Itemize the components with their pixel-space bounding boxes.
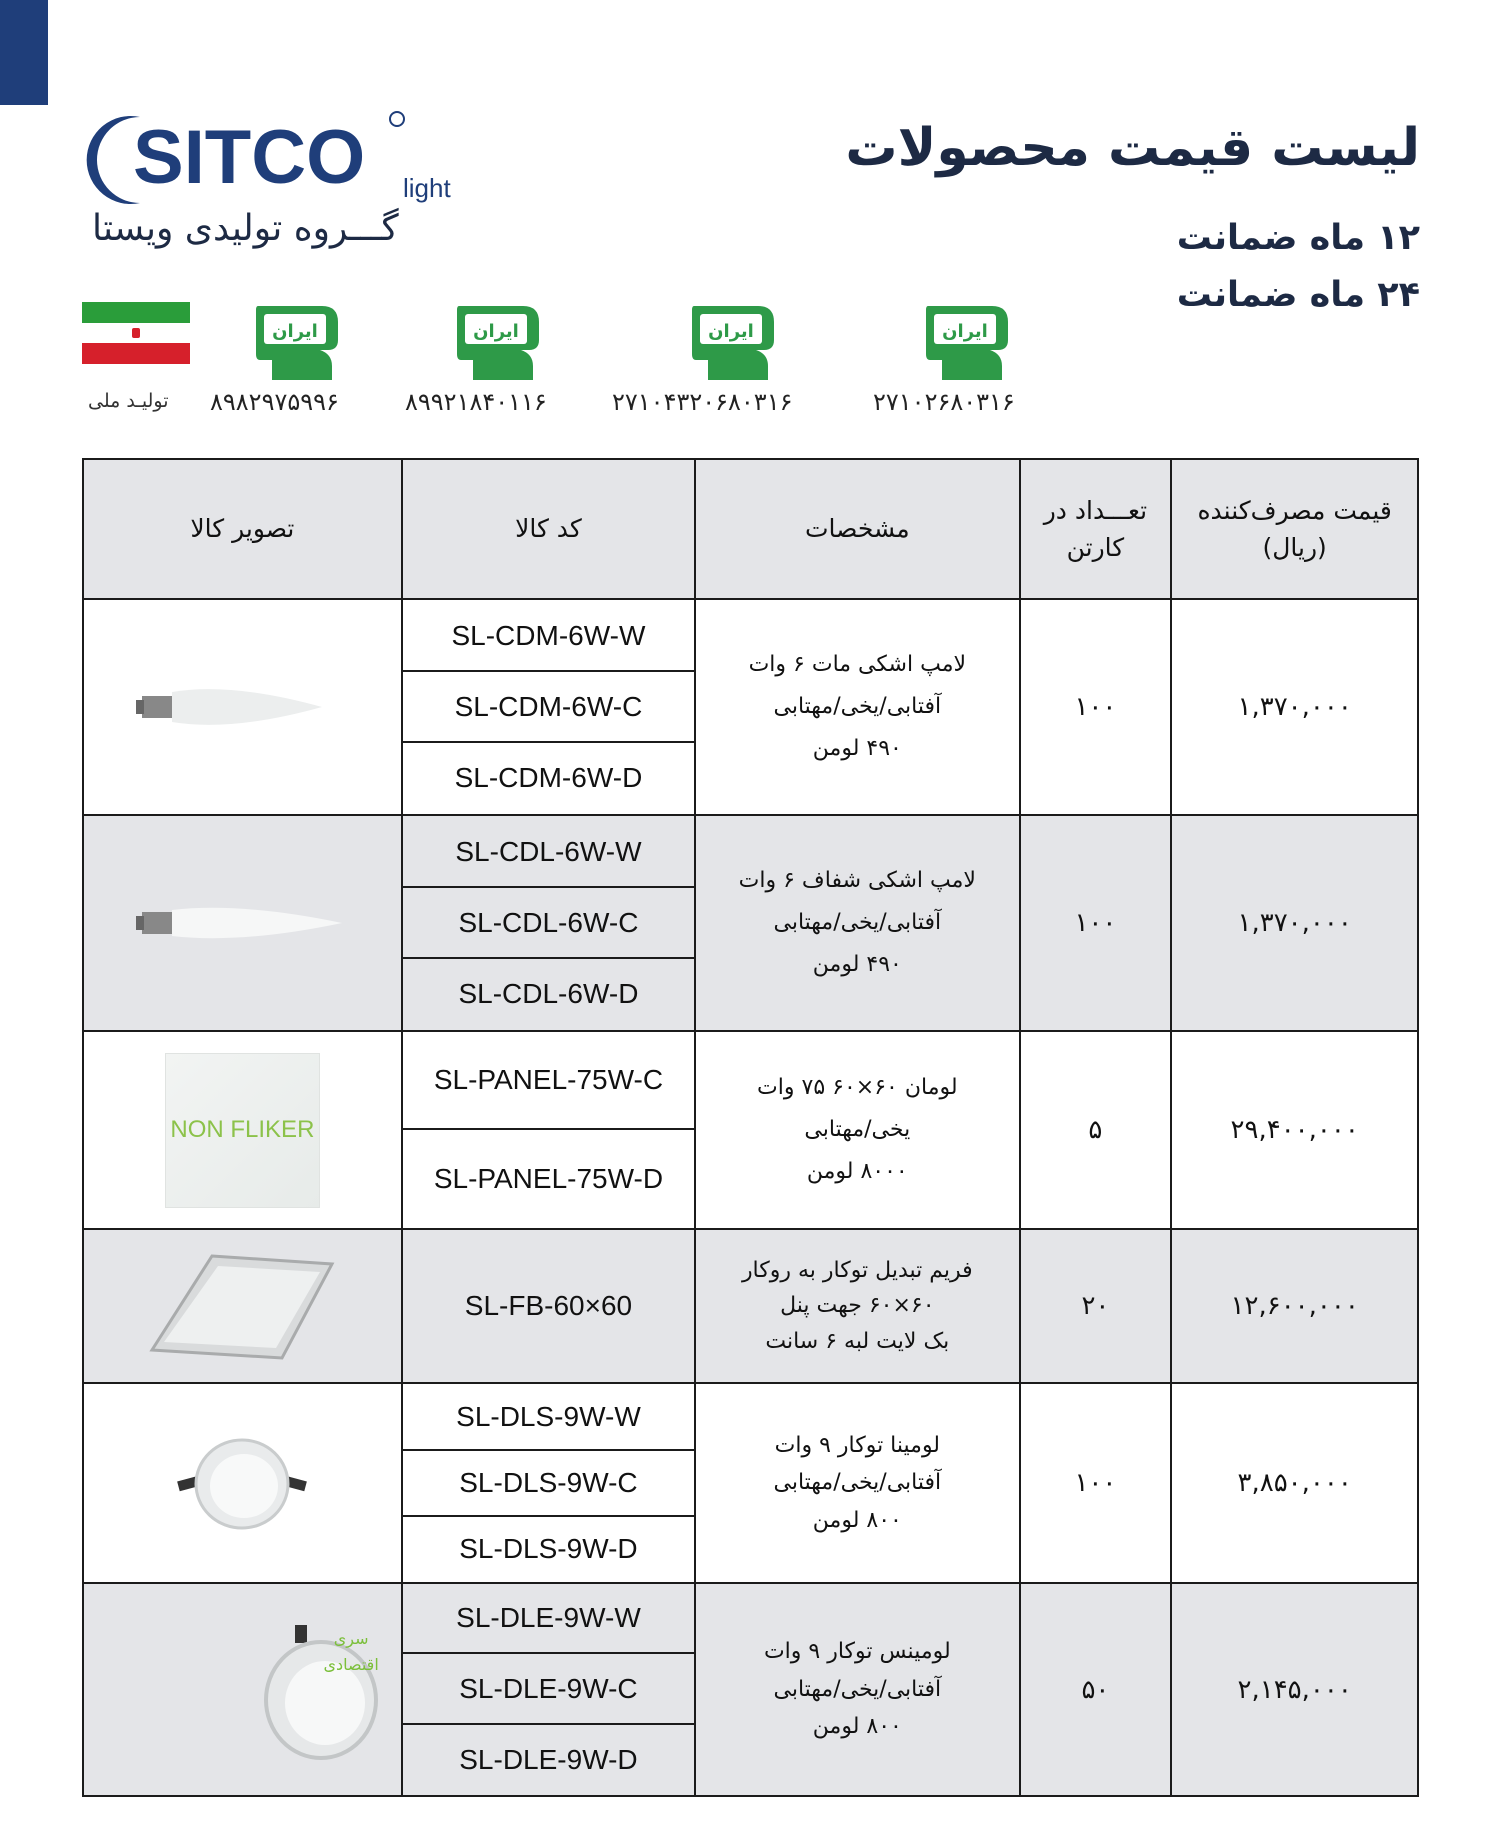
header-spec: مشخصات <box>695 459 1019 599</box>
price-cell: ۳,۸۵۰,۰۰۰ <box>1171 1383 1418 1583</box>
product-code: SL-DLE-9W-C <box>403 1654 694 1725</box>
economy-series-label: سری اقتصادی <box>323 1629 379 1674</box>
product-code: SL-CDM-6W-C <box>403 672 694 743</box>
table-row <box>83 599 1418 815</box>
certificate-number: ۸۹۸۲۹۷۵۹۹۶ <box>210 388 339 416</box>
product-code: SL-DLE-9W-W <box>403 1584 694 1654</box>
code-cell <box>402 1031 695 1229</box>
product-code: SL-CDL-6W-W <box>403 817 694 888</box>
product-code: SL-DLS-9W-C <box>403 1451 694 1517</box>
price-cell: ۱,۳۷۰,۰۰۰ <box>1171 599 1418 815</box>
product-code: SL-DLE-9W-D <box>459 1744 638 1775</box>
standard-certificate-icon <box>922 302 1012 384</box>
warranty-24-months: ۲۴ ماه ضمانت <box>1176 275 1420 315</box>
product-code: SL-DLS-9W-W <box>403 1385 694 1451</box>
non-flicker-label: NON FLIKER <box>170 1116 315 1143</box>
header-image: تصویر کالا <box>83 459 402 599</box>
certificate-number: ۲۷۱۰۴۳۲۰۶۸۰۳۱۶ <box>612 388 793 416</box>
header-code: کد کالا <box>402 459 695 599</box>
svg-text:SITCO: SITCO <box>133 115 366 200</box>
product-code: SL-CDL-6W-C <box>403 888 694 959</box>
led-panel-icon <box>83 1031 402 1229</box>
product-code: SL-PANEL-75W-C <box>403 1032 694 1130</box>
corner-accent-bar <box>0 0 48 105</box>
svg-text:ایران: ایران <box>708 321 754 342</box>
price-cell: ۱۲,۶۰۰,۰۰۰ <box>1171 1229 1418 1383</box>
candle-bulb-matte-icon <box>83 599 402 815</box>
svg-text:ایران: ایران <box>272 321 318 342</box>
product-code: SL-FB-60×60 <box>464 1290 633 1321</box>
table-row <box>83 815 1418 1031</box>
panel-frame-icon <box>83 1229 402 1383</box>
downlight-icon <box>83 1383 402 1583</box>
product-code: SL-CDL-6W-D <box>458 978 639 1009</box>
warranty-12-months: ۱۲ ماه ضمانت <box>1176 218 1420 258</box>
qty-cell: ۵ <box>1020 1031 1172 1229</box>
price-list-table <box>82 458 1419 1797</box>
price-cell: ۲۹,۴۰۰,۰۰۰ <box>1171 1031 1418 1229</box>
page-title: لیست قیمت محصولات <box>845 118 1420 178</box>
svg-text:ایران: ایران <box>942 321 988 342</box>
standard-certificate-icon <box>252 302 342 384</box>
header-qty: تعـــداد در کارتن <box>1020 459 1172 599</box>
spec-cell: لومان ۶۰×۶۰ ۷۵ وات یخی/مهتابی ۸۰۰۰ لومن <box>695 1031 1019 1229</box>
table-row <box>83 1031 1418 1229</box>
code-cell <box>402 815 695 1031</box>
product-code: SL-DLS-9W-D <box>459 1533 638 1564</box>
standard-certificate-icon <box>453 302 543 384</box>
qty-cell: ۱۰۰ <box>1020 1383 1172 1583</box>
price-cell: ۱,۳۷۰,۰۰۰ <box>1171 815 1418 1031</box>
table-row <box>83 1383 1418 1583</box>
table-row <box>83 1583 1418 1796</box>
sitco-logo <box>85 105 485 215</box>
product-code: SL-CDM-6W-D <box>454 762 643 793</box>
spec-cell: لامپ اشکی مات ۶ وات آفتابی/یخی/مهتابی ۴۹۰ لومن <box>695 599 1019 815</box>
downlight-eco-icon <box>83 1583 402 1796</box>
standard-certificate-icon <box>688 302 778 384</box>
svg-text:ایران: ایران <box>473 321 519 342</box>
qty-cell: ۵۰ <box>1020 1583 1172 1796</box>
group-name: گـــروه تولیدی ویستا <box>92 208 399 249</box>
qty-cell: ۱۰۰ <box>1020 815 1172 1031</box>
table-header-row <box>83 459 1418 599</box>
spec-cell: فریم تبدیل توکار به روکار ۶۰×۶۰ جهت پنل بک لایت لبه ۶ سانت <box>695 1229 1019 1383</box>
svg-text:light: light <box>403 173 451 203</box>
spec-cell: لومینس توکار ۹ وات آفتابی/یخی/مهتابی ۸۰۰ لومن <box>695 1583 1019 1796</box>
candle-bulb-clear-icon <box>83 815 402 1031</box>
spec-cell: لومینا توکار ۹ وات آفتابی/یخی/مهتابی ۸۰۰ لومن <box>695 1383 1019 1583</box>
iran-flag-icon <box>82 302 190 364</box>
code-cell <box>402 599 695 815</box>
spec-cell: لامپ اشکی شفاف ۶ وات آفتابی/یخی/مهتابی ۴۹۰ لومن <box>695 815 1019 1031</box>
product-code: SL-PANEL-75W-D <box>433 1163 664 1194</box>
price-cell: ۲,۱۴۵,۰۰۰ <box>1171 1583 1418 1796</box>
code-cell <box>402 1383 695 1583</box>
qty-cell: ۱۰۰ <box>1020 599 1172 815</box>
table-row <box>83 1229 1418 1383</box>
code-cell <box>402 1583 695 1796</box>
code-cell <box>402 1229 695 1383</box>
national-production-label: تولیـد ملی <box>88 390 169 412</box>
certificate-number: ۲۷۱۰۲۶۸۰۳۱۶ <box>873 388 1015 416</box>
qty-cell: ۲۰ <box>1020 1229 1172 1383</box>
product-code: SL-CDM-6W-W <box>403 601 694 672</box>
certificate-number: ۸۹۹۲۱۸۴۰۱۱۶ <box>405 388 547 416</box>
header-price: قیمت مصرف‌کننده (ریال) <box>1171 459 1418 599</box>
